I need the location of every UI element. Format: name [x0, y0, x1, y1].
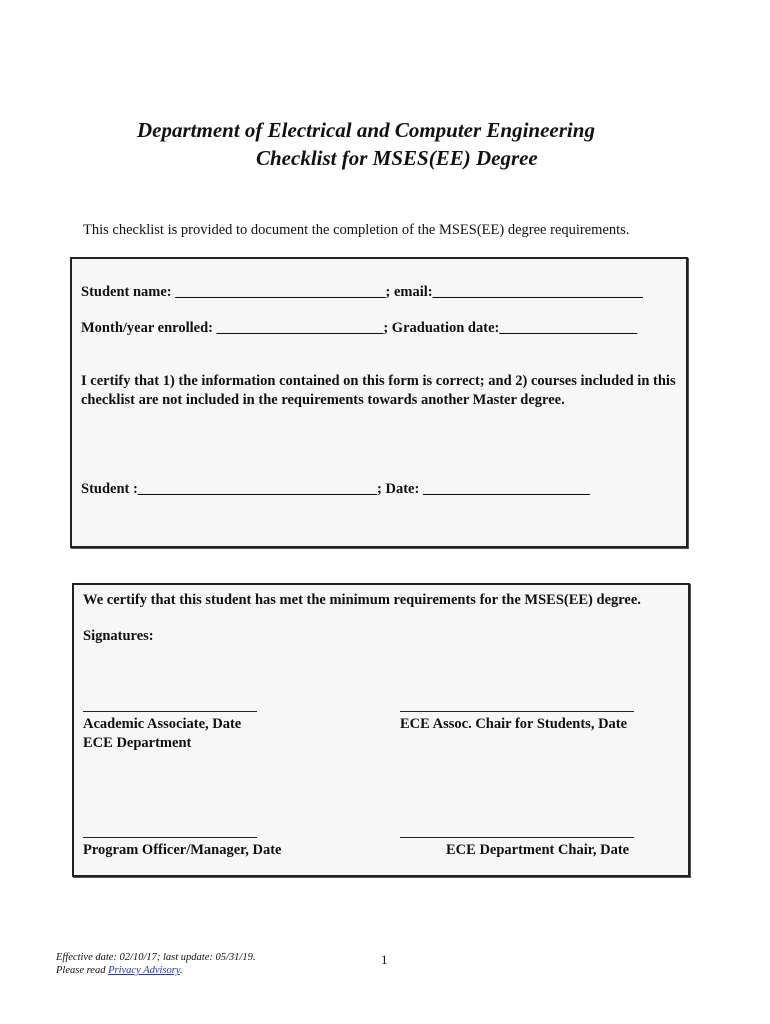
effective-date-text: Effective date: 02/10/17; last update: 05/31/19.: [56, 952, 256, 963]
page-number: 1: [381, 952, 388, 967]
department-chair-signature-line[interactable]: [400, 837, 634, 838]
academic-associate-label: Academic Associate, Date: [83, 716, 242, 732]
ece-department-label: ECE Department: [83, 735, 192, 751]
student-signature-date-field[interactable]: Student :_________________________________; Date: _______________________: [81, 481, 590, 497]
department-chair-label: ECE Department Chair, Date: [446, 842, 630, 858]
please-read-text: Please read: [56, 965, 109, 976]
footer-period: .: [179, 965, 183, 976]
privacy-advisory-link[interactable]: Privacy Advisory: [108, 965, 180, 976]
program-officer-label: Program Officer/Manager, Date: [83, 842, 282, 858]
assoc-chair-signature-line[interactable]: [400, 711, 634, 712]
approval-certify-statement: We certify that this student has met the minimum requirements for the MSES(EE) degree.: [83, 592, 641, 608]
approval-box: [72, 583, 690, 877]
title-checklist: Checklist for MSES(EE) Degree: [256, 146, 538, 170]
privacy-line: [56, 964, 255, 977]
student-certification-box: [70, 257, 688, 548]
footer-note: [56, 951, 255, 977]
signatures-label: Signatures:: [83, 628, 154, 644]
intro-text: This checklist is provided to document the completion of the MSES(EE) degree requirements.: [83, 222, 630, 238]
program-officer-signature-line[interactable]: [83, 837, 257, 838]
title-department: Department of Electrical and Computer Engineering: [137, 118, 595, 142]
enrolled-graduation-field[interactable]: Month/year enrolled: _______________________; Graduation date:___________________: [81, 320, 638, 336]
assoc-chair-label: ECE Assoc. Chair for Students, Date: [400, 716, 628, 732]
student-name-email-field[interactable]: Student name: _____________________________; email:_____________________________: [81, 284, 643, 300]
academic-associate-signature-line[interactable]: [83, 711, 257, 712]
student-certify-statement: I certify that 1) the information contained on this form is correct; and 2) courses included in this checklist are not included in the requirements towards another Master degree.: [81, 373, 676, 408]
